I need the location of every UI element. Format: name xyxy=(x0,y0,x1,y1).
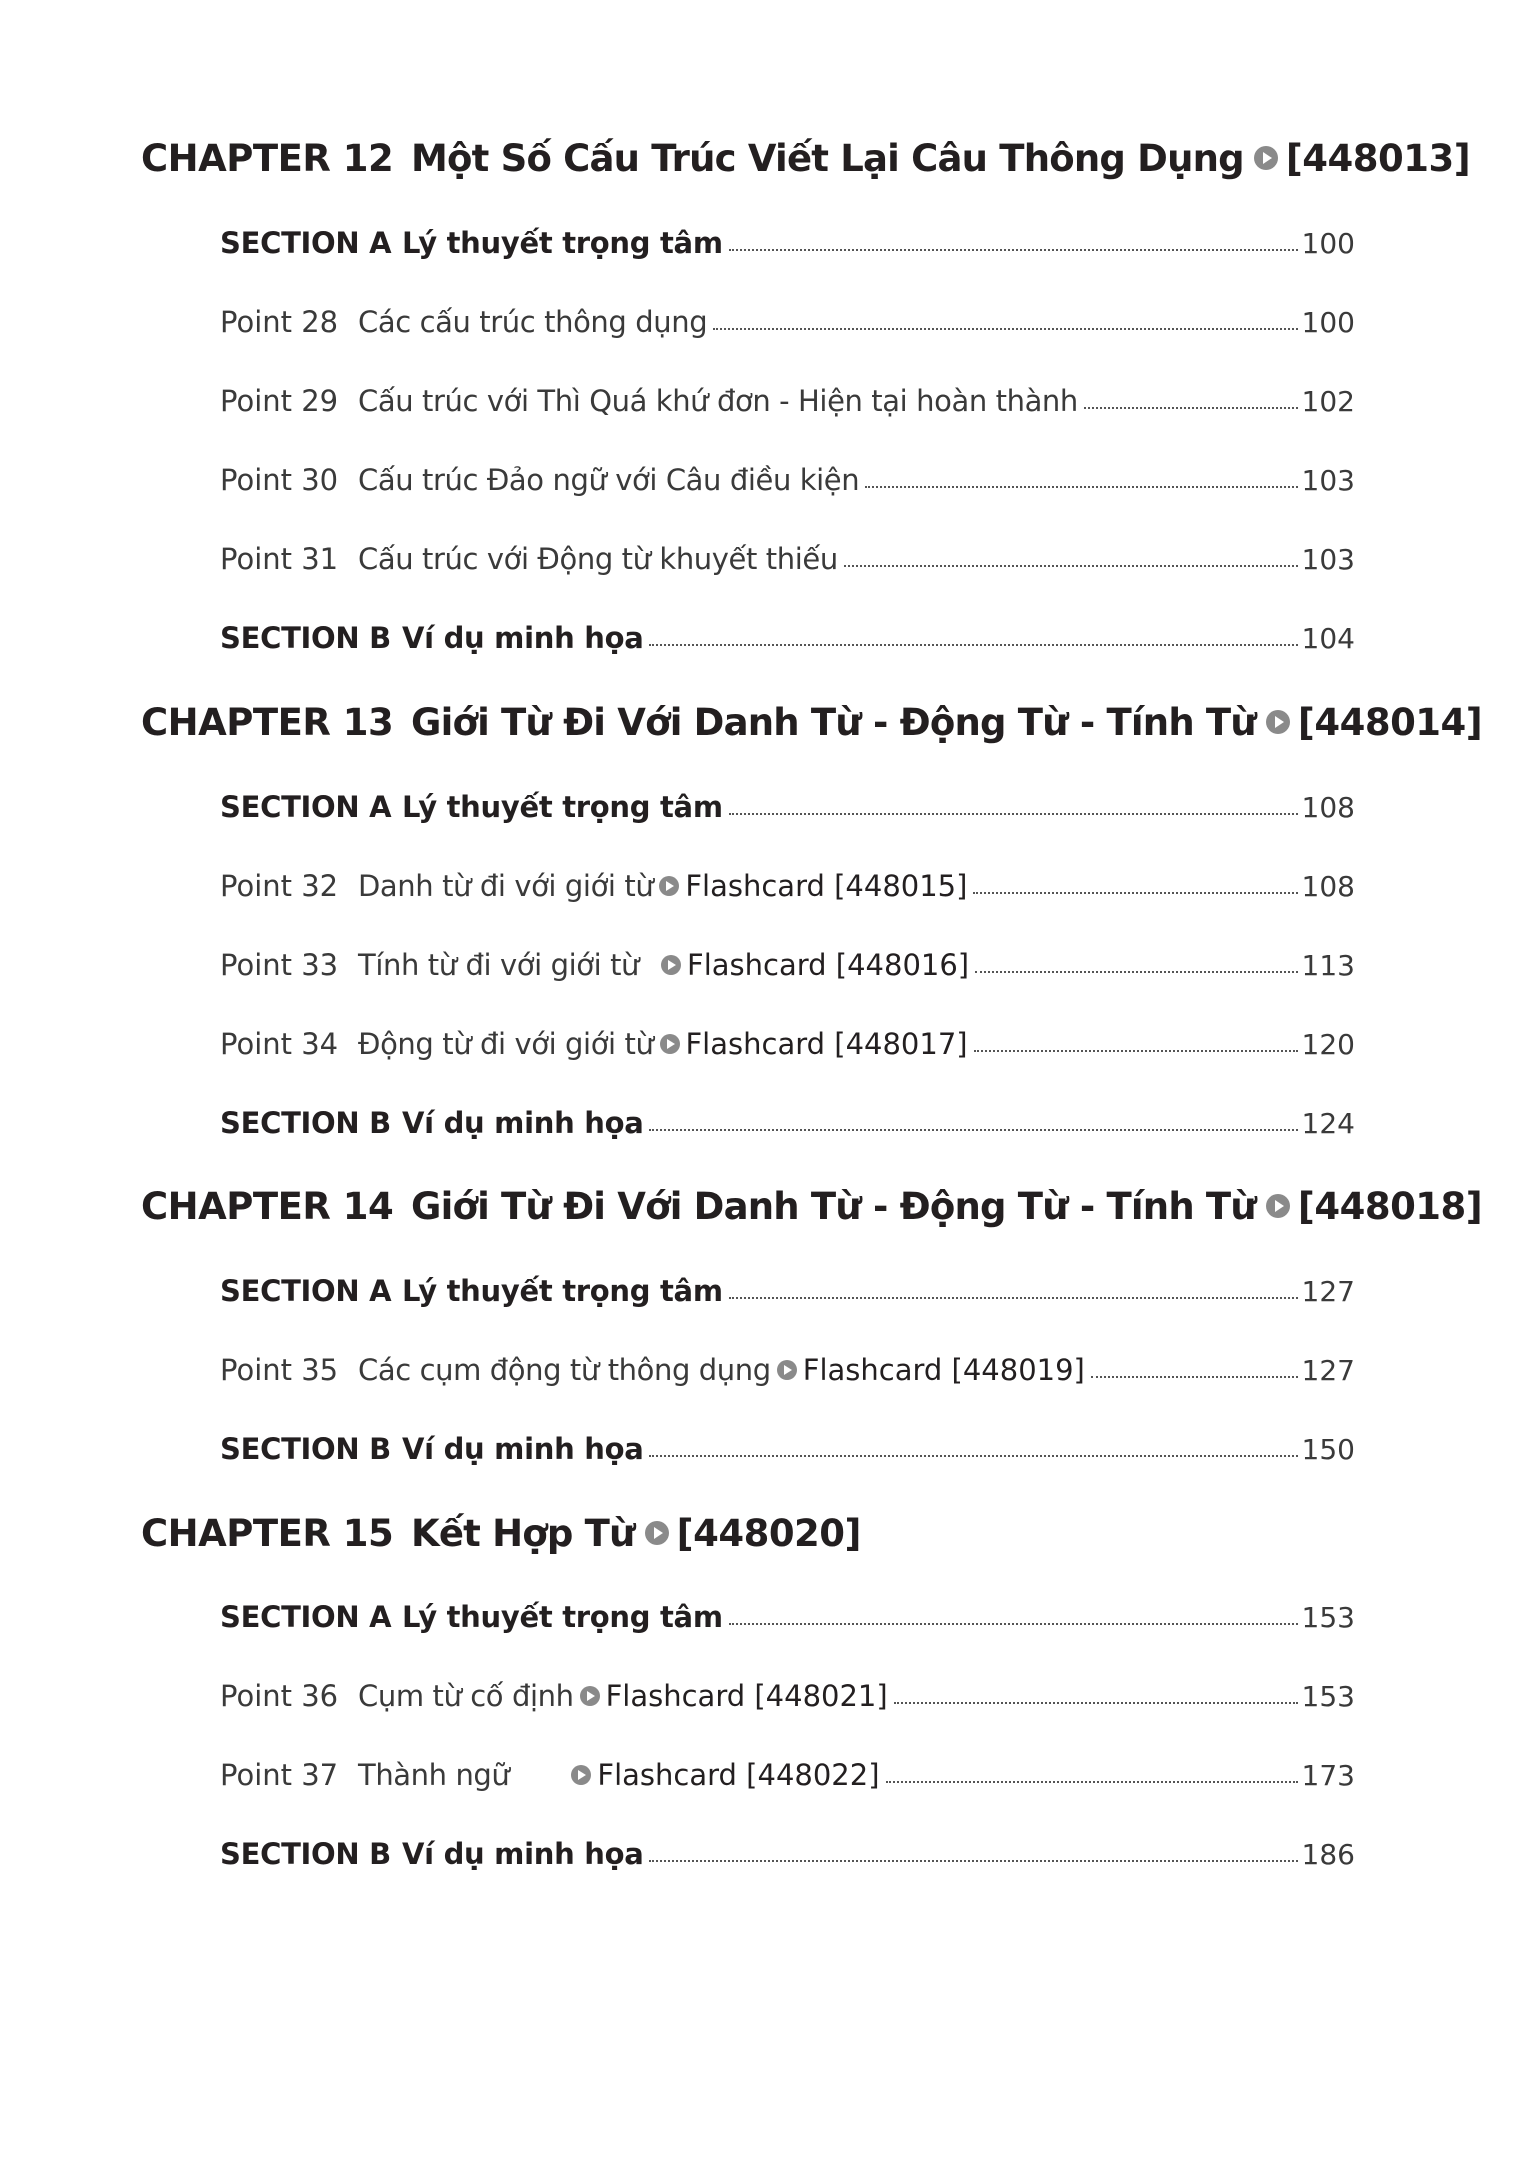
point-label: Point 35 xyxy=(220,1353,339,1387)
chapter-label: CHAPTER 12 xyxy=(141,136,394,180)
entry-title: Các cụm động từ thông dụng xyxy=(358,1353,771,1387)
play-circle-icon xyxy=(659,876,679,896)
page-number: 150 xyxy=(1301,1433,1355,1466)
dot-leader xyxy=(844,565,1298,567)
play-circle-icon xyxy=(777,1360,797,1380)
entry-title: Lý thuyết trọng tâm xyxy=(402,1274,723,1308)
chapter-title: Giới Từ Đi Với Danh Từ - Động Từ - Tính Từ xyxy=(411,700,1256,744)
flashcard-label: Flashcard [448019] xyxy=(802,1353,1085,1387)
page-number: 102 xyxy=(1301,385,1355,418)
point-label: Point 31 xyxy=(220,542,339,576)
flashcard-label: Flashcard [448015] xyxy=(685,869,968,903)
entry-title: Danh từ đi với giới từ xyxy=(358,869,654,903)
entry-title: Cấu trúc với Động từ khuyết thiếu xyxy=(358,542,838,576)
flashcard-link[interactable] xyxy=(659,869,967,903)
page-number: 153 xyxy=(1301,1680,1355,1713)
dot-leader xyxy=(865,486,1297,488)
flashcard-link[interactable] xyxy=(661,948,969,982)
section-label: SECTION A xyxy=(220,1600,392,1634)
toc-entry-section[interactable] xyxy=(220,780,1355,824)
point-label: Point 33 xyxy=(220,948,339,982)
toc-entry-point[interactable] xyxy=(220,1669,1355,1713)
entry-title: Cụm từ cố định xyxy=(358,1679,574,1713)
chapter-label: CHAPTER 14 xyxy=(141,1184,394,1228)
dot-leader xyxy=(729,249,1298,251)
toc-entry-section[interactable] xyxy=(220,1422,1355,1466)
flashcard-link[interactable] xyxy=(777,1353,1085,1387)
page-number: 127 xyxy=(1301,1275,1355,1308)
dot-leader xyxy=(1084,407,1298,409)
chapter-title: Giới Từ Đi Với Danh Từ - Động Từ - Tính Từ xyxy=(411,1184,1256,1228)
chapter-title: Một Số Cấu Trúc Viết Lại Câu Thông Dụng xyxy=(411,136,1244,180)
point-label: Point 30 xyxy=(220,463,339,497)
page-number: 173 xyxy=(1301,1759,1355,1792)
flashcard-label: Flashcard [448021] xyxy=(605,1679,888,1713)
toc-entry-point[interactable] xyxy=(220,532,1355,576)
toc-entry-point[interactable] xyxy=(220,859,1355,903)
entry-title: Ví dụ minh họa xyxy=(402,1432,644,1466)
flashcard-label: Flashcard [448022] xyxy=(597,1758,880,1792)
page-number: 153 xyxy=(1301,1601,1355,1634)
entry-title: Động từ đi với giới từ xyxy=(358,1027,654,1061)
dot-leader xyxy=(649,644,1297,646)
chapter-code: [448013] xyxy=(1285,136,1471,180)
play-circle-icon xyxy=(660,1034,680,1054)
entry-title: Cấu trúc với Thì Quá khứ đơn - Hiện tại hoàn thành xyxy=(358,384,1078,418)
dot-leader xyxy=(886,1781,1298,1783)
section-label: SECTION A xyxy=(220,226,392,260)
dot-leader xyxy=(649,1860,1297,1862)
page-number: 104 xyxy=(1301,622,1355,655)
dot-leader xyxy=(729,1623,1298,1625)
toc-entry-section[interactable] xyxy=(220,1096,1355,1140)
toc-entry-point[interactable] xyxy=(220,295,1355,339)
dot-leader xyxy=(974,1050,1298,1052)
play-circle-icon xyxy=(571,1765,591,1785)
flashcard-link[interactable] xyxy=(580,1679,888,1713)
page-number: 120 xyxy=(1301,1028,1355,1061)
chapter-code: [448014] xyxy=(1297,700,1483,744)
toc-entry-section[interactable] xyxy=(220,1264,1355,1308)
toc-entry-point[interactable] xyxy=(220,938,1355,982)
chapter-label: CHAPTER 13 xyxy=(141,700,394,744)
chapter-title: Kết Hợp Từ xyxy=(411,1511,635,1555)
chapter-heading xyxy=(141,1176,1482,1236)
dot-leader xyxy=(649,1455,1297,1457)
chapter-code: [448018] xyxy=(1297,1184,1483,1228)
toc-entry-point[interactable] xyxy=(220,1017,1355,1061)
entry-title: Ví dụ minh họa xyxy=(402,621,644,655)
entry-title: Lý thuyết trọng tâm xyxy=(402,226,723,260)
chapter-label: CHAPTER 15 xyxy=(141,1511,394,1555)
flashcard-label: Flashcard [448016] xyxy=(687,948,970,982)
page-number: 186 xyxy=(1301,1838,1355,1871)
play-circle-icon[interactable] xyxy=(1266,710,1290,734)
dot-leader xyxy=(1091,1376,1298,1378)
chapter-code: [448020] xyxy=(676,1511,861,1555)
entry-title: Lý thuyết trọng tâm xyxy=(402,790,723,824)
entry-title: Cấu trúc Đảo ngữ với Câu điều kiện xyxy=(358,463,860,497)
page-number: 113 xyxy=(1301,949,1355,982)
dot-leader xyxy=(975,971,1297,973)
chapter-heading xyxy=(141,128,1470,188)
play-circle-icon xyxy=(661,955,681,975)
toc-entry-point[interactable] xyxy=(220,453,1355,497)
dot-leader xyxy=(973,892,1297,894)
dot-leader xyxy=(649,1129,1297,1131)
toc-entry-section[interactable] xyxy=(220,611,1355,655)
flashcard-link[interactable] xyxy=(571,1758,879,1792)
point-label: Point 28 xyxy=(220,305,339,339)
chapter-heading xyxy=(141,1503,861,1563)
toc-entry-section[interactable] xyxy=(220,1590,1355,1634)
point-label: Point 32 xyxy=(220,869,339,903)
dot-leader xyxy=(729,1297,1298,1299)
page-number: 124 xyxy=(1301,1107,1355,1140)
play-circle-icon[interactable] xyxy=(1254,146,1278,170)
chapter-heading xyxy=(141,692,1482,752)
toc-entry-section[interactable] xyxy=(220,1827,1355,1871)
page-number: 108 xyxy=(1301,791,1355,824)
page-number: 100 xyxy=(1301,227,1355,260)
play-circle-icon xyxy=(580,1686,600,1706)
section-label: SECTION B xyxy=(220,621,391,655)
entry-title: Tính từ đi với giới từ xyxy=(358,948,640,982)
section-label: SECTION B xyxy=(220,1837,391,1871)
entry-title: Ví dụ minh họa xyxy=(402,1106,644,1140)
point-label: Point 34 xyxy=(220,1027,339,1061)
entry-title: Các cấu trúc thông dụng xyxy=(358,305,708,339)
point-label: Point 37 xyxy=(220,1758,339,1792)
entry-title: Lý thuyết trọng tâm xyxy=(402,1600,723,1634)
play-circle-icon[interactable] xyxy=(1266,1194,1290,1218)
page-number: 103 xyxy=(1301,464,1355,497)
entry-title: Thành ngữ xyxy=(358,1758,510,1792)
section-label: SECTION B xyxy=(220,1432,391,1466)
point-label: Point 29 xyxy=(220,384,339,418)
dot-leader xyxy=(713,328,1297,330)
flashcard-label: Flashcard [448017] xyxy=(685,1027,968,1061)
point-label: Point 36 xyxy=(220,1679,339,1713)
page-number: 100 xyxy=(1301,306,1355,339)
dot-leader xyxy=(729,813,1298,815)
section-label: SECTION A xyxy=(220,790,392,824)
play-circle-icon[interactable] xyxy=(645,1521,669,1545)
page-number: 108 xyxy=(1301,870,1355,903)
page-number: 103 xyxy=(1301,543,1355,576)
entry-title: Ví dụ minh họa xyxy=(402,1837,644,1871)
flashcard-link[interactable] xyxy=(660,1027,968,1061)
toc-entry-point[interactable] xyxy=(220,1343,1355,1387)
section-label: SECTION A xyxy=(220,1274,392,1308)
section-label: SECTION B xyxy=(220,1106,391,1140)
page-number: 127 xyxy=(1301,1354,1355,1387)
dot-leader xyxy=(894,1702,1298,1704)
toc-entry-point[interactable] xyxy=(220,1748,1355,1792)
toc-entry-point[interactable] xyxy=(220,374,1355,418)
toc-entry-section[interactable] xyxy=(220,216,1355,260)
